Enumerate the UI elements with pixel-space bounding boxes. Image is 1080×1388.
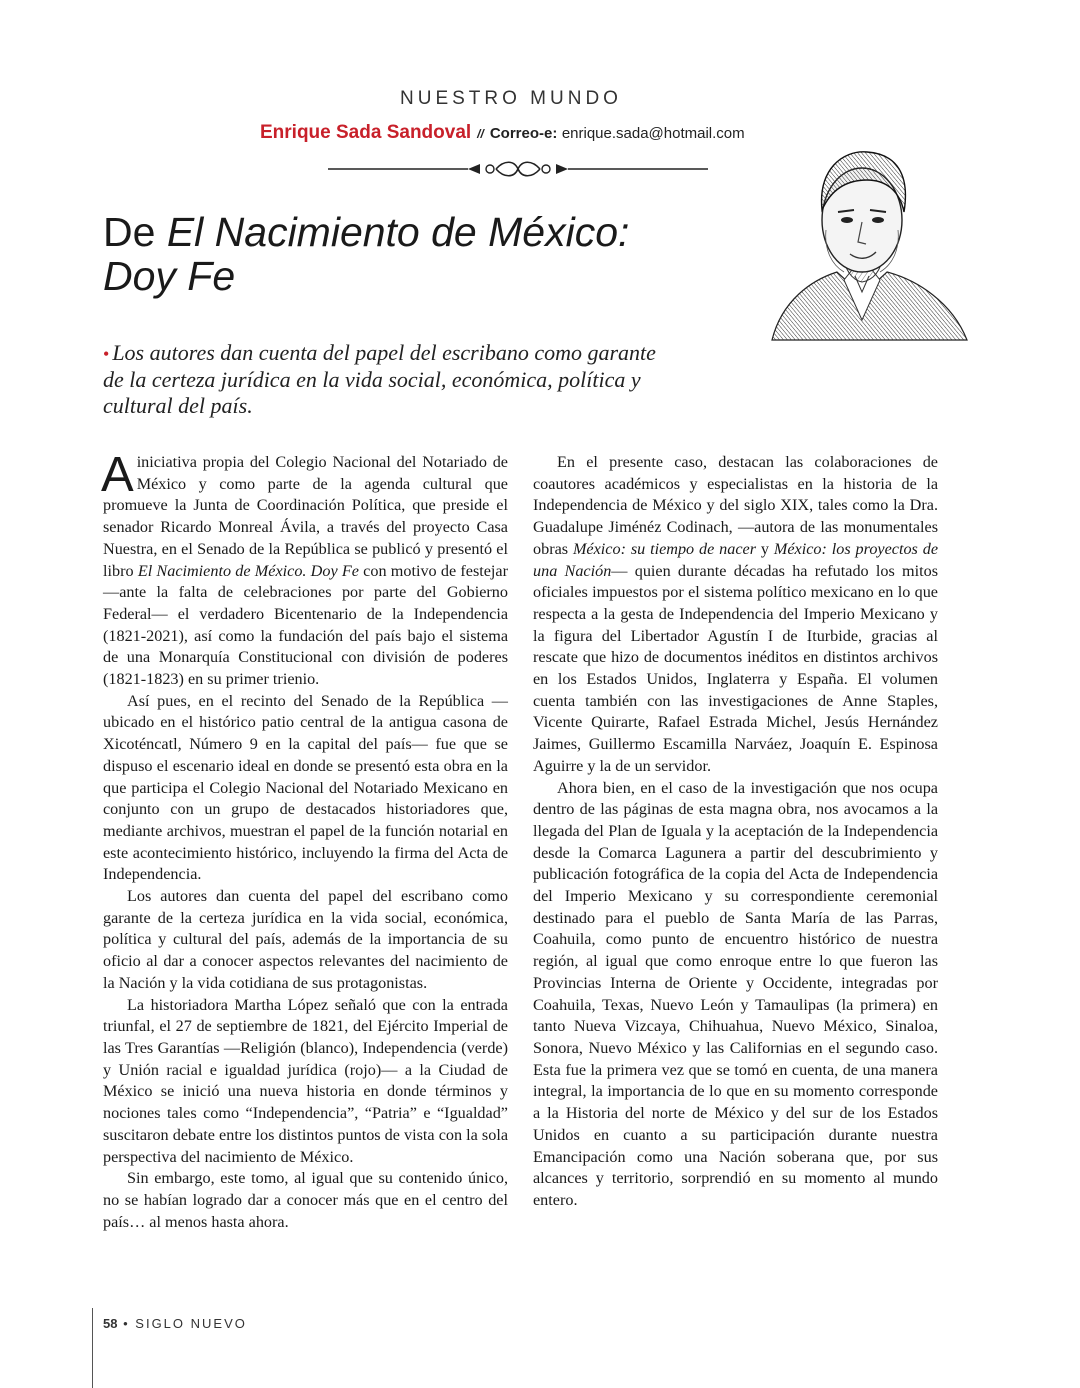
book-title: México: su tiempo de nacer <box>572 539 757 558</box>
paragraph: Así pues, en el recinto del Senado de la República —ubicado en el histórico patio central de la antigua casona de Xicoténcatl, Número 9 en la capital del país— fue que se dispuso el escenario ideal en donde se presentó esta obra en la que participa el Colegio Nacional del Notariado Mexicano en conjunto con un grupo de destacados historiadores que, mediante archivos, muestran el papel de la función notarial en este acontecimiento histórico, incluyendo la firma del Acta de Independencia. <box>103 691 508 884</box>
article-title <box>103 210 663 298</box>
paragraph-text: iniciativa propia del Colegio Nacional del Notariado de México y como parte de la agenda cultural que promueve la Junta de Coordinación Política, que preside el senador Ricardo Monreal Ávila, a través del proyecto Casa Nuestra, en el Senado de la República se publicó y presentó el libro <box>103 453 508 580</box>
paragraph <box>533 452 938 778</box>
paragraph: La historiadora Martha López señaló que con la entrada triunfal, el 27 de septiembre de 1821, del Ejército Imperial de las Tres Garantías —Religión (blanco), Independencia (verde) y Unión racial e igualdad jurídica (rojo)— a la Ciudad de México se inició una nueva historia en donde términos y nociones tales como “Independencia”, “Patria” e “Igualdad” suscitaron debate entre los distintos puntos de vista con la sola perspectiva del nacimiento de México. <box>103 995 508 1166</box>
folio-rule <box>92 1308 93 1388</box>
paragraph: Ahora bien, en el caso de la investigación que nos ocupa dentro de las páginas de esta magna obra, nos avocamos a la llegada del Plan de Iguala y la aceptación de la Independencia desde la Comarca Lagunera a partir del descubrimiento y publicación fotográfica de la copia del Acta de Independencia del Imperio Mexicano y su correspondiente ceremonial destinado para el pueblo de Santa María de las Parras, Coahuila, como punto de encuentro histórico de nuestra región, al igual que como enroque entre lo que fueron las Provincias Interna de Oriente y Occidente, integradas por Coahuila, Texas, Nuevo León y Tamaulipas (la primera) en tanto Nueva Vizcaya, Chihuahua, Nuevo México, Sinaloa, Sonora, Nuevo México y las Californias en el segundo caso. Esta fue la primera vez que se tomó en cuenta, de una manera integral, la importancia de lo que en su momento corresponde a la Historia del norte de México y del sur de los Estados Unidos en cuanto a su participación durante nuestra Emancipación como una Nación soberana que, por sus alcances y territorio, sorprendió en su momento al mundo entero. <box>533 778 938 1209</box>
author-portrait-icon <box>752 130 972 345</box>
right-column <box>533 452 938 1212</box>
deck-text: Los autores dan cuenta del papel del escribano como garante de la certeza jurídica en la vida social, económica, política y cultural del país. <box>103 340 656 418</box>
paragraph: Los autores dan cuenta del papel del escribano como garante de la certeza jurídica en la vida social, económica, política y cultural del país, además de la importancia de su oficio al dar a conocer aspectos relevantes del nacimiento de la Nación y la vida cotidiana de sus protagonistas. <box>103 887 508 992</box>
author-email: enrique.sada@hotmail.com <box>561 125 745 142</box>
divider-ornament-icon <box>328 158 708 180</box>
footer-dot: • <box>123 1316 130 1331</box>
drop-cap: A <box>101 448 134 502</box>
book-title: México: los proyectos de una Nación <box>533 539 939 580</box>
page-number: 58 <box>103 1316 118 1331</box>
page-footer <box>103 1316 247 1331</box>
left-column <box>101 448 509 1233</box>
deck-bullet-icon: • <box>103 344 110 364</box>
byline-separator: // <box>477 127 484 141</box>
paragraph: Sin embargo, este tomo, al igual que su contenido único, no se habían logrado dar a conocer más que en el centro del país… al menos hasta ahora. <box>103 1169 508 1231</box>
paragraph <box>101 448 509 691</box>
section-label: NUESTRO MUNDO <box>400 88 622 109</box>
paragraph-text: — quien durante décadas ha refutado los mitos oficiales impuestos por el sistema político mexicano en lo que respecta a la gesta de Independencia del Imperio Mexicano y la figura del Libertador Agustín I de Iturbide, gracias al rescate que hizo de documentos inéditos en distintos archivos en los Estados Unidos, Inglaterra y España. El volumen cuenta también con las investigaciones de Anne Staples, Vicente Quirarte, Rafael Estrada Michel, Jesús Hernández Jaimes, Guillermo Escamilla Narváez, Joaquín E. Espinosa Aguirre y la de un servidor. <box>533 561 938 775</box>
author-name: Enrique Sada Sandoval <box>260 122 472 143</box>
publication-name: SIGLO NUEVO <box>135 1316 247 1331</box>
byline <box>260 122 745 144</box>
paragraph-text: y <box>756 539 774 558</box>
paragraph-text: con motivo de festejar —ante la falta de celebraciones por parte del Gobierno Federal— el verdadero Bicentenario de la Independencia (1821-2021), así como la fundación del país bajo el sistema de una Monarquía Constitucional con división de poderes (1821-1823) en su primer trienio. <box>103 561 509 689</box>
book-title: El Nacimiento de México. Doy Fe <box>137 561 359 580</box>
title-prefix: De <box>103 209 167 255</box>
article-deck <box>103 340 663 419</box>
title-book-name: El Nacimiento de México: Doy Fe <box>103 209 630 299</box>
email-label: Correo-e: <box>489 125 558 142</box>
paragraph-text: En el presente caso, destacan las colaboraciones de coautores académicos y especialistas en la historia de la Independencia de México y del siglo XIX, tales como la Dra. Guadalupe Jiménéz Codinach, —autora de las monumentales obras <box>533 453 938 558</box>
